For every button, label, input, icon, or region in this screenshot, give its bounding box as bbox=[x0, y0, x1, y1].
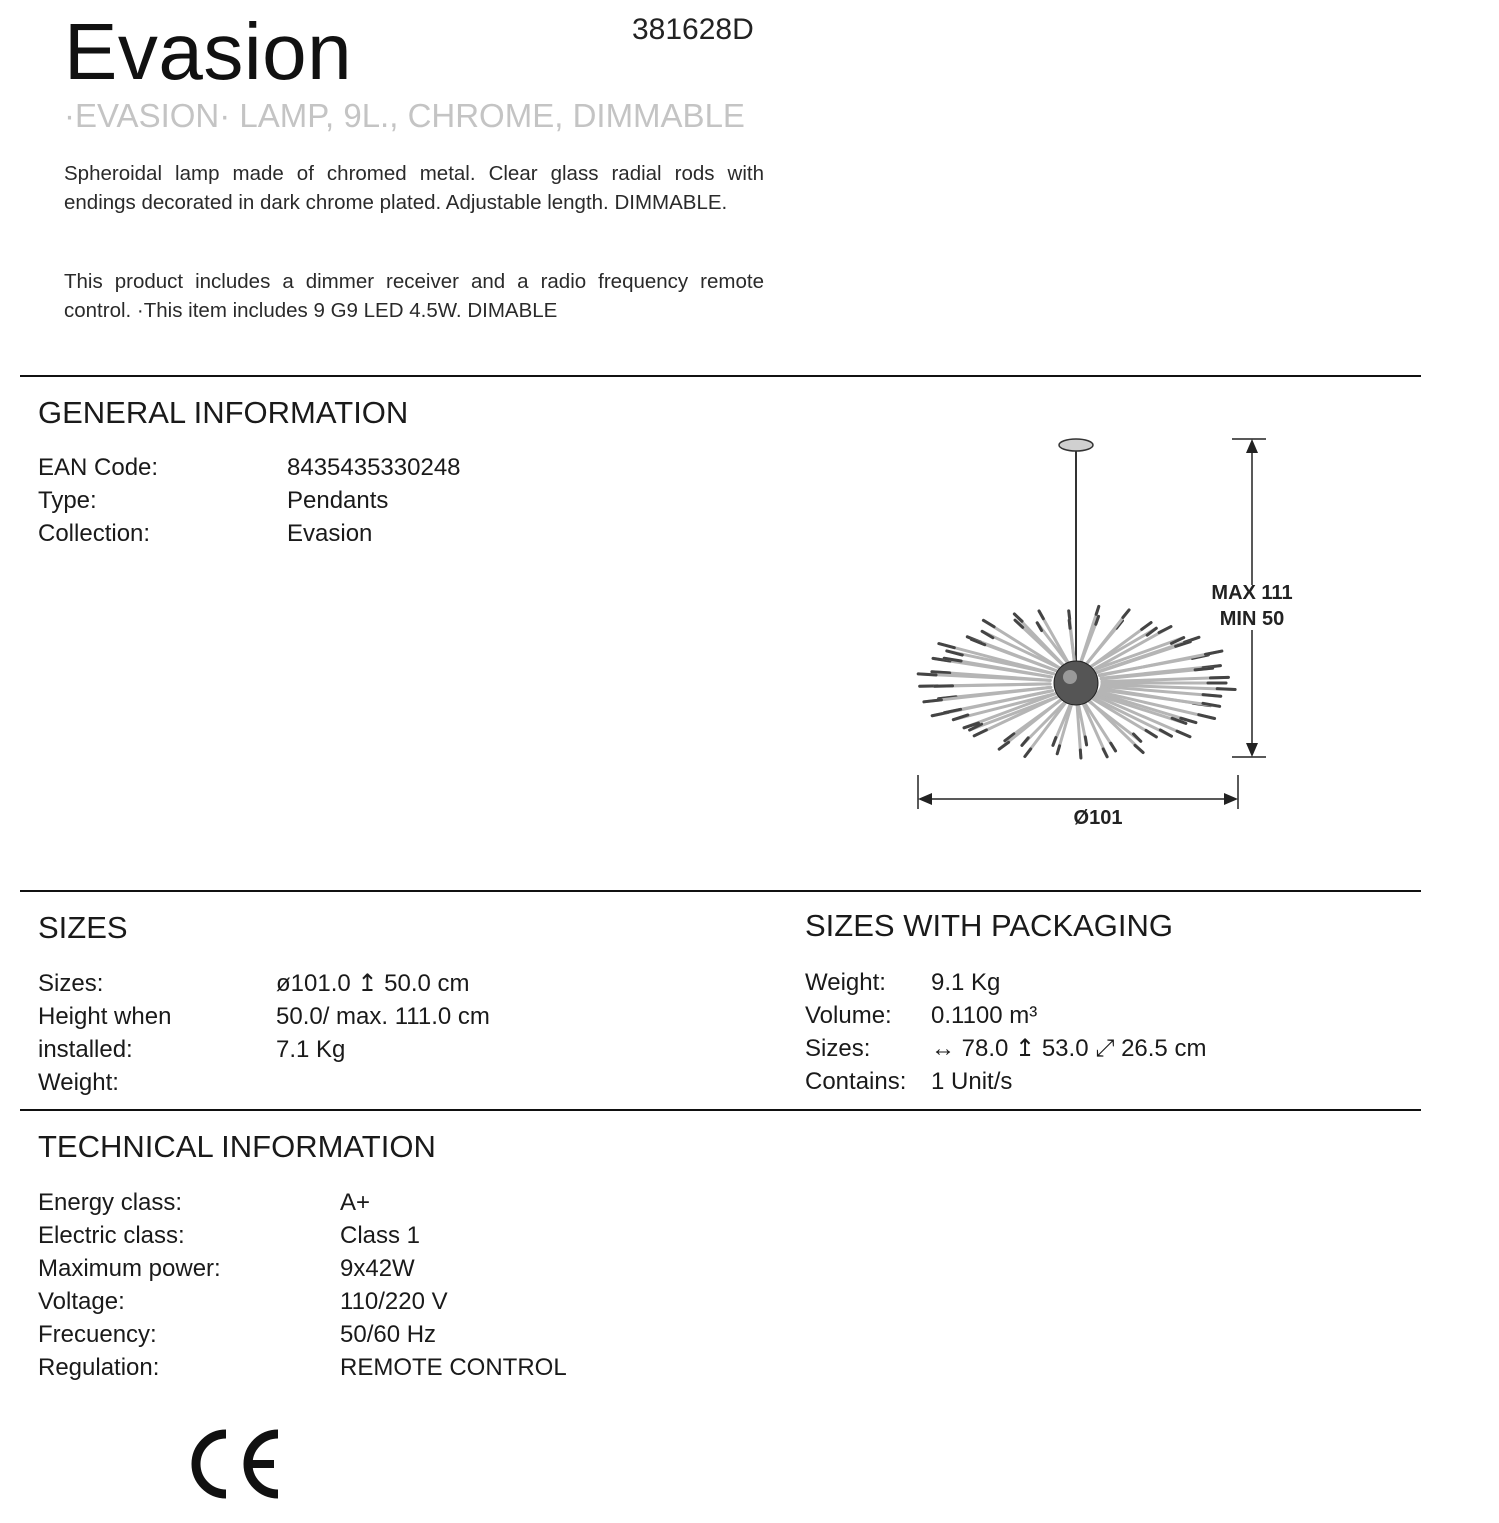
packaging-label: Volume: bbox=[805, 1002, 892, 1029]
packaging-title: SIZES WITH PACKAGING bbox=[805, 908, 1174, 943]
tech-value: REMOTE CONTROL bbox=[340, 1354, 567, 1381]
height-min-label: MIN 50 bbox=[1219, 608, 1285, 630]
lamp-icon bbox=[918, 439, 1235, 758]
tech-value: 50/60 Hz bbox=[340, 1321, 437, 1348]
divider bbox=[20, 1109, 1421, 1111]
packaging-value: 0.1100 m³ bbox=[931, 1002, 1038, 1029]
info-label: EAN Code: bbox=[38, 454, 159, 481]
sizes-label: Weight: bbox=[38, 1069, 119, 1096]
sizes-value: ø101.0 ↥ 50.0 cm bbox=[276, 970, 470, 997]
packaging-label: Weight: bbox=[805, 969, 886, 996]
product-description: Spheroidal lamp made of chromed metal. Clear glass radial rods with endings decorated in dark chrome plated. Adjustable length. DIMMABLE. bbox=[64, 162, 764, 214]
packaging-value: 1 Unit/s bbox=[931, 1068, 1013, 1095]
product-description-extra: This product includes a dimmer receiver and a radio frequency remote control. ·This item includes 9 G9 LED 4.5W. DIMABLE bbox=[64, 270, 764, 322]
general-information-title: GENERAL INFORMATION bbox=[38, 395, 409, 430]
divider bbox=[20, 375, 1421, 377]
info-value: 8435435330248 bbox=[287, 454, 461, 481]
sizes-title: SIZES bbox=[38, 910, 128, 945]
lamp-dimension-drawing bbox=[900, 425, 1293, 845]
height-max-label: MAX 111 bbox=[1211, 582, 1293, 604]
tech-value: 110/220 V bbox=[340, 1288, 448, 1315]
tech-label: Voltage: bbox=[38, 1288, 125, 1315]
technical-information-title: TECHNICAL INFORMATION bbox=[38, 1129, 436, 1164]
tech-label: Maximum power: bbox=[38, 1255, 221, 1282]
product-title: Evasion bbox=[64, 7, 353, 96]
divider bbox=[20, 890, 1421, 892]
tech-label: Energy class: bbox=[38, 1189, 183, 1216]
packaging-label: Sizes: bbox=[805, 1035, 871, 1062]
tech-label: Regulation: bbox=[38, 1354, 160, 1381]
sizes-label: installed: bbox=[38, 1036, 133, 1063]
sizes-value: 7.1 Kg bbox=[276, 1036, 346, 1063]
diameter-label: Ø101 bbox=[1073, 807, 1123, 829]
tech-value: A+ bbox=[340, 1189, 371, 1216]
sizes-label: Sizes: bbox=[38, 970, 104, 997]
info-label: Collection: bbox=[38, 520, 151, 547]
diameter-dimension bbox=[918, 775, 1238, 829]
info-value: Pendants bbox=[287, 487, 389, 514]
packaging-label: Contains: bbox=[805, 1068, 907, 1095]
tech-label: Frecuency: bbox=[38, 1321, 157, 1348]
info-value: Evasion bbox=[287, 520, 373, 547]
ce-mark-icon bbox=[186, 1424, 286, 1504]
product-reference: 381628D bbox=[632, 13, 754, 46]
height-dimension bbox=[1211, 439, 1292, 757]
product-subtitle: ·EVASION· LAMP, 9L., CHROME, DIMMABLE bbox=[64, 97, 745, 134]
tech-label: Electric class: bbox=[38, 1222, 185, 1249]
tech-value: 9x42W bbox=[340, 1255, 415, 1282]
tech-value: Class 1 bbox=[340, 1222, 421, 1249]
info-label: Type: bbox=[38, 487, 97, 514]
sizes-label: Height when bbox=[38, 1003, 172, 1030]
packaging-value: ↔ 78.0 ↥ 53.0 ⤢ 26.5 cm bbox=[931, 1035, 1207, 1062]
sizes-value: 50.0/ max. 111.0 cm bbox=[276, 1003, 490, 1030]
packaging-value: 9.1 Kg bbox=[931, 969, 1001, 996]
